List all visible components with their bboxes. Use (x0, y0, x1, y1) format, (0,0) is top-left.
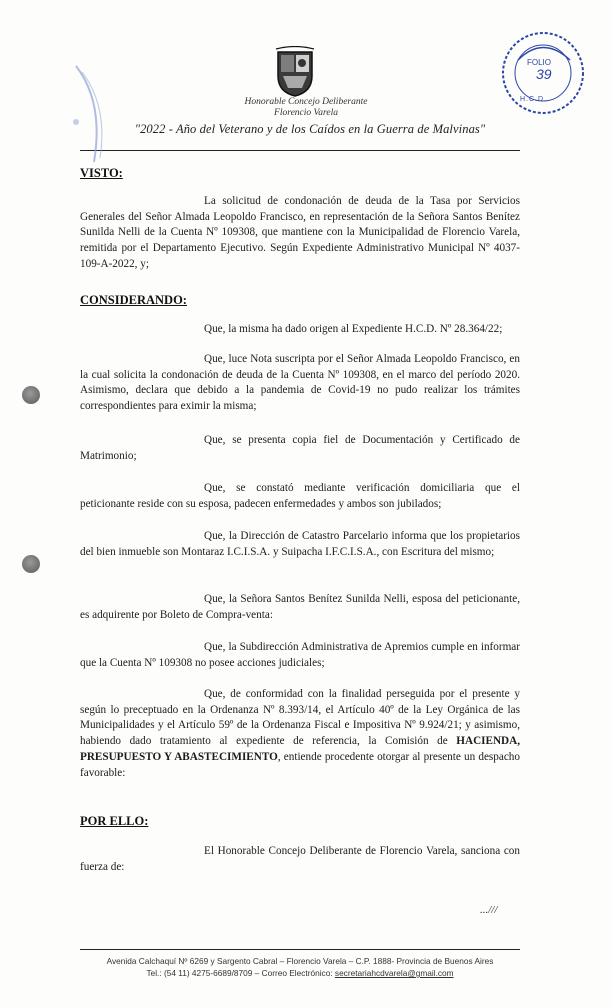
visto-paragraph: La solicitud de condonación de deuda de la Tasa por Servicios Generales del Señor Almada Leopoldo Francisco, en representación de la Señora Santos Benítez Sunilda Nelli de la Cuenta Nº 109308, que mantiene con la Municipalidad de Florencio Varela, remitida por el Departamento Ejecutivo. Según Expediente Administrativo Municipal Nº 4037-109-A-2022, y; (80, 195, 520, 270)
footer-email-link[interactable]: secretariahcdvarela@gmail.com (334, 968, 454, 978)
considerando-paragraph-1: Que, la misma ha dado origen al Expediente H.C.D. Nº 28.364/22; (204, 323, 503, 335)
p8-text-before: Que, de conformidad con la finalidad perseguida por el presente y según lo preceptuado en la Ordenanza Nº 8.393/14, el Artículo 40º de la Ley Orgánica de las Municipalidades y el Artículo 59º de la Ordenanza Fiscal e Impositiva Nº 9.924/21; y asimismo, habiendo dado tratamiento al expediente de referencia, la Comisión de (80, 688, 520, 748)
por-ello-heading: POR ELLO: (80, 814, 149, 828)
p8-text-after: , entiende procedente otorgar al presente un despacho favorable: (80, 750, 520, 779)
considerando-paragraph-6: Que, la Señora Santos Benítez Sunilda Nelli, esposa del peticionante, es adquirente por Boleto de Compra-venta: (80, 593, 520, 621)
considerando-paragraph-3: Que, se presenta copia fiel de Documentación y Certificado de Matrimonio; (80, 434, 520, 462)
considerando-paragraph-8 (80, 687, 520, 781)
considerando-paragraph-7: Que, la Subdirección Administrativa de Apremios cumple en informar que la Cuenta Nº 109308 no posee acciones judiciales; (80, 641, 520, 669)
page-continuation-mark: .../// (480, 904, 498, 916)
commission-name: HACIENDA, PRESUPUESTO Y ABASTECIMIENTO (80, 735, 520, 763)
considerando-paragraph-4: Que, se constató mediante verificación domiciliaria que el peticionante reside con su esposa, padecen enfermedades y ambos son jubilados; (80, 482, 520, 510)
stamp-bottom-text: H.C.D. (520, 96, 547, 103)
por-ello-paragraph: El Honorable Concejo Deliberante de Florencio Varela, sanciona con fuerza de: (80, 845, 520, 873)
footer-divider (80, 949, 520, 950)
considerando-paragraph-2: Que, luce Nota suscripta por el Señor Almada Leopoldo Francisco, en la cual solicita la condonación de deuda de la Cuenta Nº 109308, en el marco del período 2020. Asimismo, declara que debido a la pandemia de Covid-19 no pudo realizar los trámites correspondientes para eximir la misma; (80, 353, 520, 413)
punch-hole-bottom (22, 555, 40, 573)
visto-heading: VISTO: (80, 166, 123, 180)
stamp-folio-number: 39 (536, 66, 552, 82)
stamp-folio-label: FOLIO (527, 58, 552, 67)
institution-city: Florencio Varela (274, 108, 338, 118)
coat-of-arms-emblem (272, 46, 318, 98)
institution-name: Honorable Concejo Deliberante (244, 97, 368, 107)
footer-address: Avenida Calchaquí Nº 6269 y Sargento Cabral – Florencio Varela – C.P. 1888- Provincia de Buenos Aires (106, 956, 494, 966)
partial-seal-mark (64, 62, 124, 172)
considerando-paragraph-5: Que, la Dirección de Catastro Parcelario informa que los propietarios del bien inmueble son Montaraz I.C.I.S.A. y Suipacha I.F.C.I.S.A., con Escritura del mismo; (80, 530, 520, 558)
header-divider (80, 150, 520, 151)
considerando-heading: CONSIDERANDO: (80, 293, 187, 307)
footer-phone: Tel.: (54 11) 4275-6689/8709 – Correo Electrónico: (146, 968, 335, 978)
footer-contact (80, 968, 520, 978)
year-motto: "2022 - Año del Veterano y de los Caídos en la Guerra de Malvinas" (134, 122, 486, 136)
punch-hole-top (22, 386, 40, 404)
